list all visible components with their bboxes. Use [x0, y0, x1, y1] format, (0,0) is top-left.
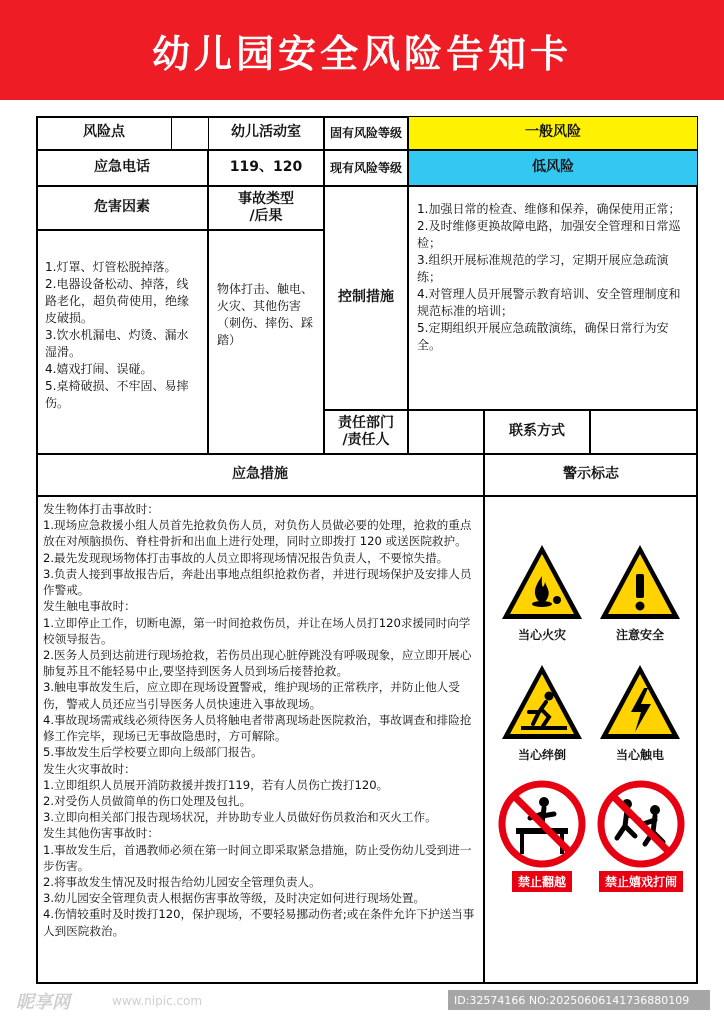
- fire-warning-icon: [499, 542, 585, 622]
- current-level-label: 现有风险等级: [324, 150, 408, 186]
- inherent-level-value: 一般风险: [408, 116, 698, 150]
- sign-no-climbing: [494, 780, 590, 892]
- emergency-measures: 发生物体打击事故时： 1.现场应急救援小组人员首先抢救负伤人员，对负伤人员做必要的处理，抢救的重点放在对颅脑损伤、脊柱骨折和出血上进行处理，同时立即拨打 120 或送医院救护。 2.最先发现现场物体打击事故的人员立即将现场情况报告负责人，不要惊失措。 3.负责人接到事故报告后，奔赴出事地点组织抢救伤者，并进行现场保护及安排人员作警戒。 发生触电事故时： 1.立即停止工作，切断电源，第一时间抢救伤员，并让在场人员打120求援同时向学校领导报告。 2.医务人员到达前进行现场抢救，若伤员出现心脏停跳没有呼吸现象，应立即开展心肺复苏且不能轻易中止,要坚持到医务人员到场后接替抢救。 3.触电事故发生后，应立即在现场设置警戒，维护现场的正常秩序，并防止他人受伤，警戒人员还应当引导医务人员快速进入事故现场。 4.事故现场需戒线必须待医务人员将触电者带离现场赴医院救治，事故调查和排险抢修工作完毕，现场已无事故隐患时，方可解除。 5.事故发生后学校要立即向上级部门报告。 发生火灾事故时： 1.立即组织人员展开消防救援并拨打119，若有人员伤亡拨打120。 2.对受伤人员做简单的伤口处理及包扎。 3.立即向相关部门报告现场状况，并协助专业人员做好伤员救治和灭火工作。 发生其他伤害事故时： 1.事故发生后，首遇教师必须在第一时间立即采取紧急措施，防止受伤幼儿受到进一步伤害。 2.将事故发生情况及时报告给幼儿园安全管理负责人。 3.幼儿园安全管理负责人根据伤害事故等级，及时决定如何进行现场处置。 4.伤情较重时及时拨打120，保护现场，不要轻易挪动伤者;或在条件允许下护送当事人到医院救治。: [36, 496, 484, 984]
- row1-spacer: [172, 116, 208, 150]
- hazard-list: 1.灯罩、灯管松脱掉落。 2.电器设备松动、掉落，线路老化，超负荷使用，绝缘皮破损。 3.饮水机漏电、灼烫、漏水湿滑。 4.嬉戏打闹、误碰。 5.桌椅破损、不牢固、易摔伤。: [36, 230, 208, 454]
- contact-value: [590, 410, 698, 454]
- electric-warning-icon: [597, 662, 683, 742]
- sign-label: 当心绊倒: [517, 748, 566, 762]
- control-measures: 1.加强日常的检查、维修和保养，确保使用正常； 2.及时维修更换故障电路，加强安全管理和日常巡检； 3.组织开展标准规范的学习，定期开展应急疏演练； 4.对管理人员开展警示教育培训、安全管理制度和规范标准的培训； 5.定期组织开展应急疏散演练，确保日常行为安全。: [408, 186, 698, 410]
- risk-point-value: 幼儿活动室: [208, 116, 324, 150]
- sign-no-horseplay: [590, 780, 692, 892]
- phone-label: 应急电话: [36, 150, 208, 186]
- responsible-value: [408, 410, 484, 454]
- control-label: 控制措施: [324, 186, 408, 410]
- sign-label: 当心触电: [615, 748, 664, 762]
- no-horseplay-icon: [597, 780, 685, 868]
- sign-label: 禁止嬉戏打闹: [599, 871, 683, 892]
- watermark-site: www.nipic.com: [112, 994, 203, 1008]
- sign-label: 当心火灾: [517, 628, 566, 642]
- caution-warning-icon: [597, 542, 683, 622]
- sign-label: 禁止翻越: [512, 871, 572, 892]
- sign-trip: [496, 662, 588, 763]
- inherent-level-label: 固有风险等级: [324, 116, 408, 150]
- accident-label: 事故类型 /后果: [208, 186, 324, 230]
- trip-warning-icon: [499, 662, 585, 742]
- page-title: 幼儿园安全风险告知卡: [151, 31, 572, 76]
- sign-label: 注意安全: [615, 628, 664, 642]
- sign-fire: [496, 542, 588, 643]
- watermark-id: ID:32574166 NO:20250606141736880109: [448, 990, 710, 1010]
- no-climbing-icon: [498, 780, 586, 868]
- header-banner: [0, 0, 724, 100]
- sign-caution: [594, 542, 686, 643]
- accident-types: 物体打击、触电、火灾、其他伤害（刺伤、摔伤、踩踏）: [208, 230, 324, 454]
- responsible-label: 责任部门 /责任人: [324, 410, 408, 454]
- sign-electric: [594, 662, 686, 763]
- watermark-logo: 昵享网: [16, 992, 70, 1013]
- current-level-value: 低风险: [408, 150, 698, 186]
- risk-point-label: 风险点: [36, 116, 172, 150]
- hazard-label: 危害因素: [36, 186, 208, 230]
- emergency-label: 应急措施: [36, 454, 484, 496]
- contact-label: 联系方式: [484, 410, 590, 454]
- phone-value: 119、120: [208, 150, 324, 186]
- signs-label: 警示标志: [484, 454, 698, 496]
